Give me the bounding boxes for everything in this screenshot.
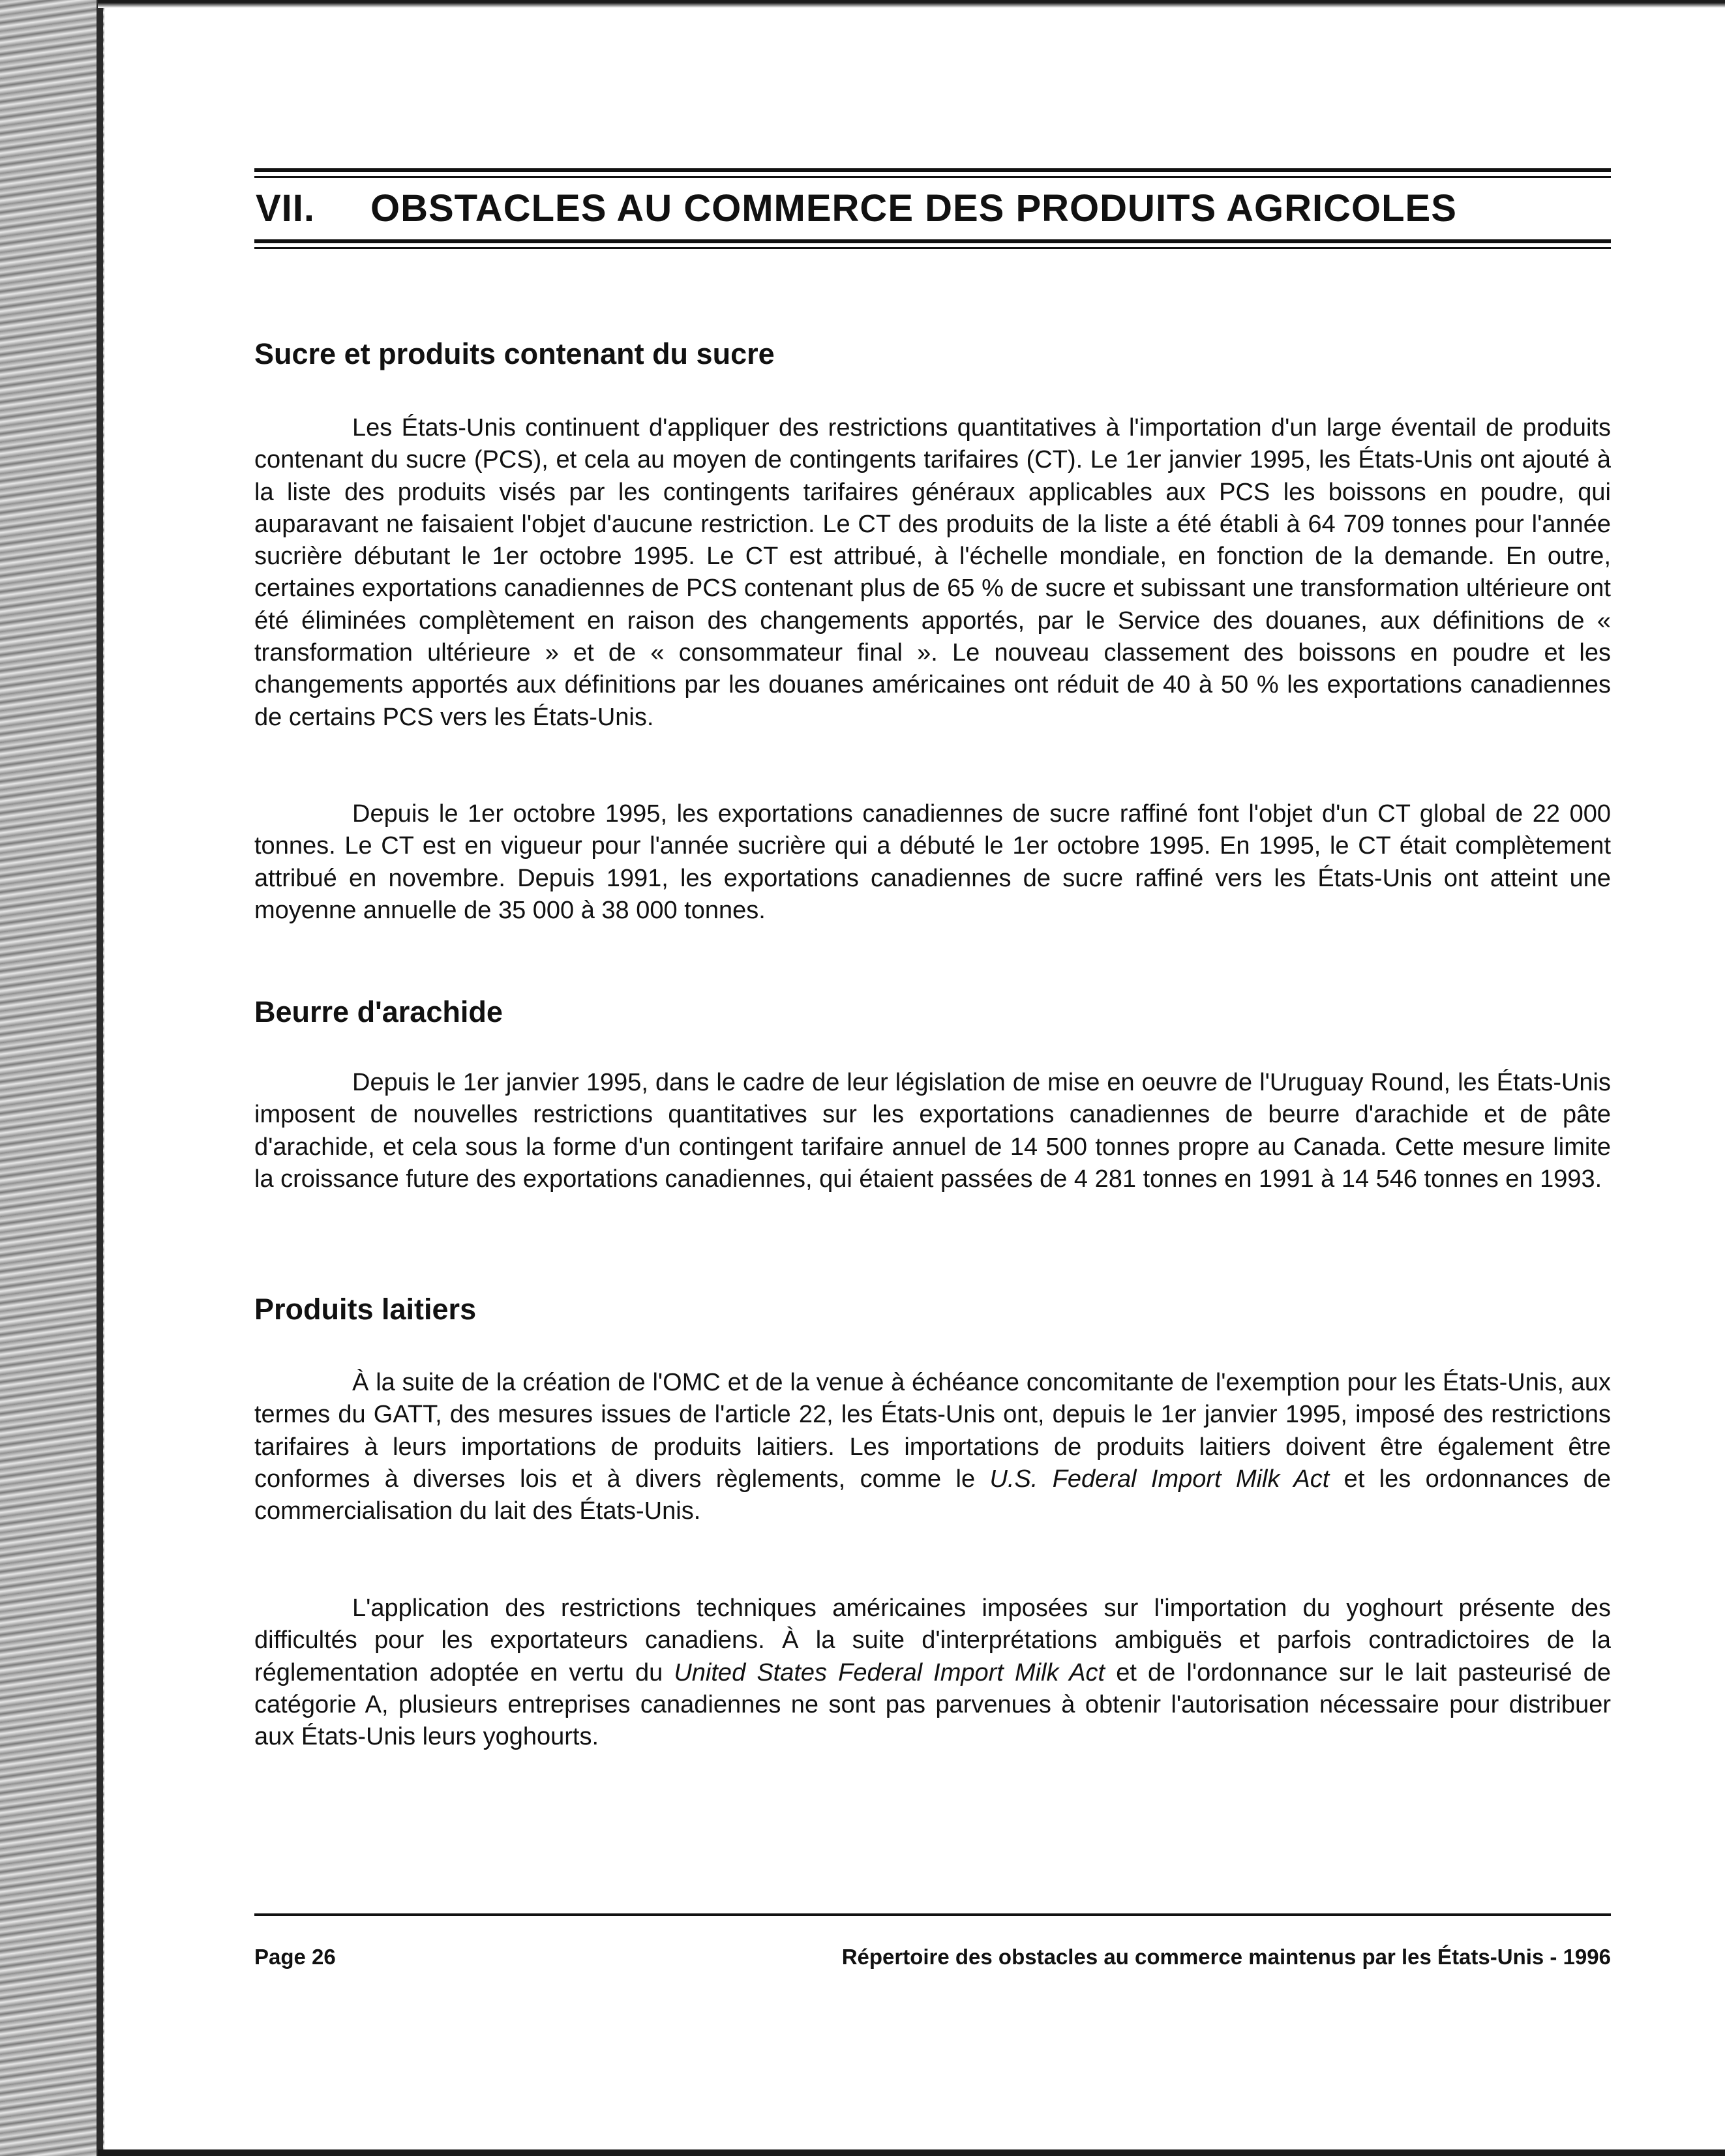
chapter-title-text: OBSTACLES AU COMMERCE DES PRODUITS AGRICOLES <box>370 187 1457 230</box>
paragraph-text: et les ordonnances de commercialisation du lait des États-Unis. <box>254 1465 1611 1525</box>
paragraph-laitiers-2 <box>254 1593 1611 1753</box>
paragraph-sucre-2: Depuis le 1er octobre 1995, les exportations canadiennes de sucre raffiné font l'objet d'un CT global de 22 000 tonnes. Le CT est en vigueur pour l'année sucrière qui a débuté le 1er octobre 1995. En 1995, le CT était complètement attribué en novembre. Depuis 1991, les exportations canadiennes de sucre raffiné vers les États-Unis ont atteint une moyenne annuelle de 35 000 à 38 000 tonnes. <box>254 800 1611 924</box>
scan-top-border <box>98 0 1725 8</box>
chapter-number: VII. <box>256 187 316 230</box>
title-rule-bottom <box>254 239 1611 249</box>
scan-bottom-border <box>98 2149 1725 2156</box>
section-heading-sucre: Sucre et produits contenant du sucre <box>254 337 775 370</box>
paragraph-text: et de l'ordonnance sur le lait pasteurisé de catégorie A, plusieurs entreprises canadiennes ne sont pas parvenues à obtenir l'autorisation nécessaire pour distribuer aux États-Unis leurs yoghourts. <box>254 1658 1611 1751</box>
paragraph-text: L'application des restrictions techniques américaines imposées sur l'importation du yoghourt présente des difficultés pour les exportateurs canadiens. À la suite d'interprétations ambiguës et parfois contradictoires de la réglementation adoptée en vertu du <box>254 1595 1611 1686</box>
paragraph-sucre-1: Les États-Unis continuent d'appliquer des restrictions quantitatives à l'importation d'un large éventail de produits contenant du sucre (PCS), et cela au moyen de contingents tarifaires (CT). Le 1er janvier 1995, les États-Unis ont ajouté à la liste des produits visés par les contingents tarifaires généraux applicables aux PCS les boissons en poudre, qui auparavant ne faisaient l'objet d'aucune restriction. Le CT des produits de la liste a été établi à 64 709 tonnes pour l'année sucrière débutant le 1er octobre 1995. Le CT est attribué, à l'échelle mondiale, en fonction de la demande. En outre, certaines exportations canadiennes de PCS contenant plus de 65 % de sucre et subissant une transformation ultérieure ont été éliminées complètement en raison des changements apportés, par le Service des douanes, aux définitions de « transformation ultérieure » et de « consommateur final ». Le nouveau classement des boissons en poudre et les changements apportés aux définitions par les douanes américaines ont réduit de 40 à 50 % les exportations canadiennes de certains PCS vers les États-Unis. <box>254 414 1611 731</box>
section-heading-beurre: Beurre d'arachide <box>254 995 503 1028</box>
paragraph-text: À la suite de la création de l'OMC et de la venue à échéance concomitante de l'exemption pour les États-Unis, aux termes du GATT, des mesures issues de l'article 22, les États-Unis ont, depuis le 1er janvier 1995, imposé des restrictions tarifaires à leurs importations de produits laitiers. Les importations de produits laitiers doivent être également être conformes à diverses lois et à divers règlements, comme le <box>254 1369 1611 1493</box>
paragraph-beurre-1: Depuis le 1er janvier 1995, dans le cadre de leur législation de mise en oeuvre de l'Uruguay Round, les États-Unis imposent de nouvelles restrictions quantitatives sur les exportations canadiennes de beurre d'arachide et de pâte d'arachide, et cela sous la forme d'un contingent tarifaire annuel de 14 500 tonnes propre au Canada. Cette mesure limite la croissance future des exportations canadiennes, qui étaient passées de 4 281 tonnes en 1991 à 14 546 tonnes en 1993. <box>254 1069 1611 1193</box>
publication-title: Répertoire des obstacles au commerce maintenus par les États-Unis - 1996 <box>841 1945 1611 1969</box>
page-number: Page 26 <box>254 1945 336 1969</box>
scan-edge-line <box>97 0 103 2156</box>
section-heading-laitiers: Produits laitiers <box>254 1293 477 1326</box>
footer-rule <box>254 1913 1611 1916</box>
act-title: U.S. Federal Import Milk Act <box>989 1465 1330 1493</box>
paragraph-laitiers-1 <box>254 1367 1611 1527</box>
act-title: United States Federal Import Milk Act <box>674 1658 1105 1686</box>
scan-edge <box>0 0 104 2156</box>
title-rule-top <box>254 168 1611 178</box>
chapter-title <box>256 186 1610 232</box>
